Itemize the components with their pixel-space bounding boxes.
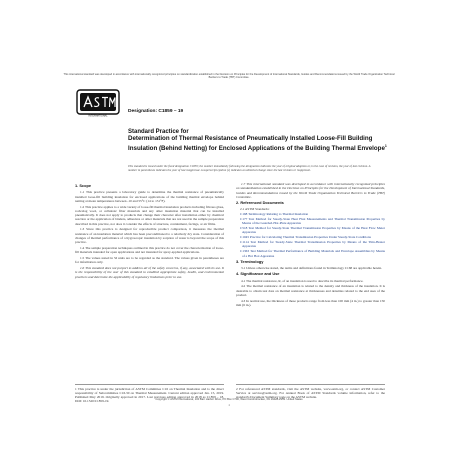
paragraph: 3.1 Unless otherwise stated, the terms and definitions found in Terminology C168 are applicable herein.	[241, 266, 383, 271]
footnote-left: 1 This practice is under the jurisdiction of ASTM Committee C16 on Thermal Insulation and is the direct responsibility of Subcommittee C16.30 on Thermal Measurement. Current edition approved Jan. 15, 2019. Published May 2019. Originally approved in 2017. Last previous edition approved in 2018 as C1859 – 18. DOI: 10.1520/C1859-19.	[75, 384, 224, 404]
svg-text:INTERNATIONAL: INTERNATIONAL	[88, 114, 108, 117]
title-block	[128, 129, 388, 153]
astm-logo	[75, 87, 121, 117]
paragraph: 1.6 This standard does not purport to address all of the safety concerns, if any, associated with its use. It is the responsibility of the user of this standard to establish appropriate safety, health, and environmental practices and determine the applicability of regulatory limitations prior to use.	[75, 266, 224, 279]
reference-link[interactable]: C1363 Test Method for Thermal Performance of Building Materials and Envelope Assemblies by Means of a Hot Box Apparatus	[240, 249, 385, 258]
section-heading-scope: 1. Scope	[75, 183, 92, 188]
paragraph: 1.7 This international standard was developed in accordance with internationally recognized principles on standardization established in the Decision on Principles for the Development of International Standards, Guides and Recommendations issued by the World Trade Organization Technical Barriers to Trade (TBT) Committee.	[236, 182, 385, 199]
document-title	[128, 136, 388, 153]
paragraph: 1.3 Since this practice is designed for reproducible product comparison, it measures the thermal resistance of an insulation material which has been preconditioned to a relatively dry state. Consideration of changes of thermal performance of a hygroscopic insulation by sorption of water is beyond the scope of this practice.	[75, 227, 224, 245]
footnote-right: 2 For referenced ASTM standards, visit the ASTM website, www.astm.org, or contact ASTM Customer Service at service@astm.org. For Annual Book of ASTM Standards volume information, refer to the standard's Document Summary page on the ASTM website.	[236, 384, 385, 404]
section-heading-significance: 4. Significance and Use	[236, 271, 280, 277]
paragraph: 1.5 The values stated in SI units are to be regarded as the standard. The values given in parentheses are for information only.	[75, 256, 224, 265]
paragraph: 1.4 The sample preparation techniques outlined in this practice do not cover the characterization of loose-fill materials intended for open applications and not intended for spray-applied applications.	[75, 246, 224, 255]
paragraph: 4.3 In normal use, the thickness of these products range from less than 100 mm (4 in.) to greater than 150 mm (6 in.).	[236, 298, 385, 307]
paragraph: 1.1 This practice presents a laboratory guide to determine the thermal resistance of pneumatically installed loose-fill building insulation for enclosed applications of the building thermal envelope behind netting at mean temperatures between -10 and 55°C (14 to 131°F).	[75, 190, 224, 203]
title-text: Determination of Thermal Resistance of Pneumatically Installed Loose-Fill Building Insulation (Behind Netting) for Enclosed Applications of the Building Thermal Envelope	[128, 135, 385, 152]
reference-link[interactable]: C1045 Practice for Calculating Thermal Transmission Properties Under Steady-State Conditions	[240, 235, 371, 240]
astm-standards-label: 2.1 ASTM Standards:	[240, 207, 270, 212]
paragraph: 1.2 This practice applies to a wide variety of loose-fill thermal insulation products including fibrous glass, rock/slag wool, or cellulosic fiber materials and any other insulation material that can be installed pneumatically. It does not apply to products that change their character after installation either by chemical reaction or the application of binders, adhesives or other materials that are not used in the sample preparation described in this practice, nor does it consider the effects of structure, containment, facings, or air films.	[75, 204, 224, 226]
section-heading-referenced-documents: 2. Referenced Documents	[236, 200, 284, 205]
title-footnote-marker: 1	[384, 143, 387, 148]
reference-link[interactable]: C177 Test Method for Steady-State Heat Flux Measurements and Thermal Transmission Properties by Means of the Guarded-Hot-Plate Apparatus	[240, 217, 385, 226]
section-heading-terminology: 3. Terminology	[236, 258, 264, 264]
designation: Designation: C1859 – 19	[128, 109, 184, 114]
astm-logo-icon	[75, 87, 121, 117]
reference-link[interactable]: C1114 Test Method for Steady-State Thermal Transmission Properties by Means of the Thin-Heater Apparatus	[240, 240, 385, 249]
reference-link[interactable]: C518 Test Method for Steady-State Thermal Transmission Properties by Means of the Heat Flow Meter Apparatus	[240, 226, 385, 235]
page-number: 1	[228, 403, 230, 407]
wto-notice: This international standard was developed in accordance with internationally recognized principles on standardization established in the Decision on Principles for the Development of International Standards, Guides and Recommendations issued by the World Trade Organization Technical Barriers to Trade (TBT) Committee.	[63, 73, 395, 80]
paragraph: 4.2 The thermal resistance of an insulation is related to the density and thickness of the insulation. It is desirable to obtain test data on thermal resistance at thicknesses and densities related to the end uses of the product.	[236, 284, 385, 297]
paragraph: 4.1 The thermal resistance, R, of an insulation is used to describe its thermal performance.	[241, 278, 364, 283]
title-prefix: Standard Practice for	[128, 129, 189, 135]
copyright-line: Copyright © ASTM International, 100 Barr Harbor Drive, PO Box C700, West Conshohocken, PA 19428-2959. United States	[155, 398, 303, 401]
reference-link[interactable]: C168 Terminology Relating to Thermal Insulation	[240, 212, 309, 217]
issuance-note: This standard is issued under the fixed designation C1859; the number immediately following the designation indicates the year of original adoption or, in the case of revision, the year of last revision. A number in parentheses indicates the year of last reapproval. A superscript epsilon (ε) indicates an editorial change since the last revision or reapproval.	[128, 164, 371, 172]
